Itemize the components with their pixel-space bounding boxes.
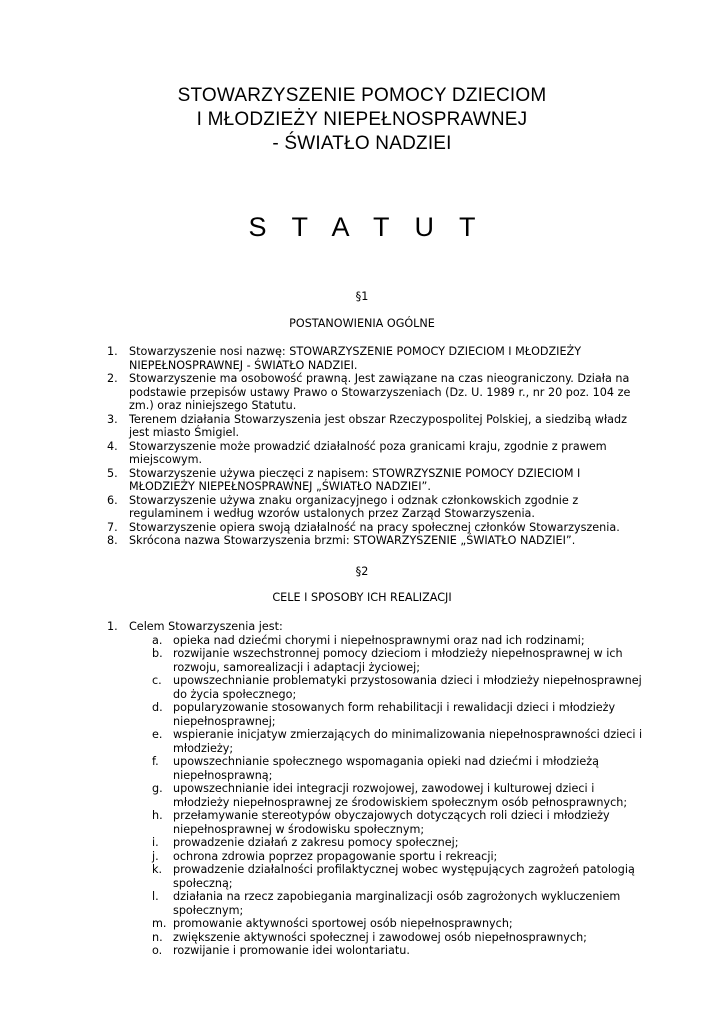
list-item [0, 345, 724, 372]
sub-list-item-text: społecznym; [173, 903, 244, 917]
list-item-text: Stowarzyszenie ma osobowość prawną. Jest zawiązane na czas nieograniczony. Działa na [129, 372, 630, 385]
list-item [0, 467, 724, 494]
list-item-text: miejscowym. [129, 453, 203, 466]
sub-list-item [0, 634, 724, 648]
sub-list-item-letter: f. [152, 755, 159, 768]
section-2-list [0, 620, 724, 958]
sub-list-item [0, 931, 724, 945]
sub-list-item-text: do życia społecznego; [173, 687, 297, 701]
sub-list-item-text: popularyzowanie stosowanych form rehabilitacji i rewalidacji dzieci i młodzieży [173, 701, 616, 714]
sub-list-item-letter: k. [152, 863, 163, 876]
sub-list-item [0, 782, 724, 809]
sub-list-item-letter: h. [152, 809, 163, 822]
list-item-text: regulaminem i według wzorów ustalonych przez Zarząd Stowarzyszenia. [129, 507, 535, 520]
sub-list-item-text: młodzieży niepełnosprawnej ze środowiskiem społecznym osób pełnosprawnych; [173, 795, 628, 809]
list-item-text: jest miasto Śmigiel. [129, 426, 240, 439]
section-1-list [0, 345, 724, 548]
sub-list-item-text: przełamywanie stereotypów obyczajowych dotyczących roli dzieci i młodzieży [173, 809, 610, 822]
sub-list-item-text: niepełnosprawną; [173, 768, 273, 782]
sub-list-item-text: rozwijanie wszechstronnej pomocy dzieciom i młodzieży niepełnosprawnej w ich [173, 647, 623, 660]
sub-list-item-letter: m. [152, 917, 167, 930]
list-item-text: Stowarzyszenie nosi nazwę: STOWARZYSZENIE POMOCY DZIECIOM I MŁODZIEŻY [129, 345, 582, 358]
list-item-number: 8. [107, 534, 118, 547]
sub-list-item-text: rozwijanie i promowanie idei wolontariatu. [173, 944, 410, 957]
sub-list-item-text: młodzieży; [173, 741, 234, 755]
list-item-number: 5. [107, 466, 118, 480]
sub-list-item [0, 890, 724, 917]
sub-list-item-text: niepełnosprawnej; [173, 714, 276, 728]
list-item-text: MŁODZIEŻY NIEPEŁNOSPRAWNEJ „ŚWIATŁO NADZIEI”. [129, 480, 431, 493]
sub-list-item [0, 863, 724, 890]
sub-list-item-text: działania na rzecz zapobiegania marginalizacji osób zagrożonych wykluczeniem [173, 890, 621, 903]
list-item [0, 534, 724, 548]
list-item-text: Terenem działania Stowarzyszenia jest obszar Rzeczypospolitej Polskiej, a siedzibą władz [129, 412, 627, 426]
sub-list-item-letter: o. [152, 944, 163, 957]
section-2-number: §2 [355, 565, 369, 578]
list-item-text: Stowarzyszenie używa znaku organizacyjnego i odznak członkowskich zgodnie z [129, 493, 579, 507]
sub-list-item-letter: a. [152, 633, 163, 647]
sub-list-item [0, 917, 724, 931]
list-item-text: Celem Stowarzyszenia jest: [129, 620, 283, 633]
sub-list-item [0, 647, 724, 674]
list-item-number: 1. [107, 620, 118, 633]
list-item-text: Skrócona nazwa Stowarzyszenia brzmi: STOWARZYSZENIE „ŚWIATŁO NADZIEI”. [129, 534, 576, 547]
sub-list-item-text: rozwoju, samorealizacji i adaptacji życiowej; [173, 660, 421, 674]
sub-list-item [0, 701, 724, 728]
section-1-heading: POSTANOWIENIA OGÓLNE [289, 317, 435, 330]
sub-list-item-text: zwiększenie aktywności społecznej i zawodowej osób niepełnosprawnych; [173, 930, 587, 944]
sub-list-item-text: upowszechnianie problematyki przystosowania dzieci i młodzieży niepełnosprawnej [173, 674, 642, 687]
section-2-heading: CELE I SPOSOBY ICH REALIZACJI [272, 591, 452, 604]
sub-list-item-letter: c. [152, 674, 162, 687]
sub-list-item-text: prowadzenie działalności profilaktycznej wobec występujących zagrożeń patologią [173, 863, 635, 876]
sub-list-item [0, 755, 724, 782]
list-item [0, 521, 724, 535]
section-1-number: §1 [355, 290, 369, 303]
sub-list-item-text: ochrona zdrowia poprzez propagowanie sportu i rekreacji; [173, 849, 498, 863]
sub-list-item-letter: j. [152, 849, 159, 863]
organization-name-line-2: I MŁODZIEŻY NIEPEŁNOSPRAWNEJ [196, 109, 528, 130]
sub-list-item-text: prowadzenie działań z zakresu pomocy społecznej; [173, 836, 459, 849]
list-item-text: podstawie przepisów ustawy Prawo o Stowarzyszeniach (Dz. U. 1989 r., nr 20 poz. 104 ze [129, 385, 631, 399]
sub-list-item-text: upowszechnianie idei integracji rozwojowej, zawodowej i kulturowej dzieci i [173, 782, 595, 795]
sub-list-item-letter: b. [152, 647, 163, 660]
list-item-number: 1. [107, 345, 118, 358]
sub-list-item-letter: l. [152, 890, 159, 903]
list-item-text: Stowarzyszenie używa pieczęci z napisem: STOWRZYSZNIE POMOCY DZIECIOM I [129, 466, 581, 480]
list-item-text: Stowarzyszenie opiera swoją działalność na pracy społecznej członków Stowarzyszenia. [129, 520, 620, 534]
list-item [0, 413, 724, 440]
sub-list-item-text: niepełnosprawnej w środowisku społecznym; [173, 822, 425, 836]
document-title: S T A T U T [248, 212, 485, 242]
list-item [0, 372, 724, 413]
sub-list-item [0, 809, 724, 836]
sub-list-item-text: upowszechnianie społecznego wspomagania opieki nad dziećmi i młodzieżą [173, 755, 599, 768]
sub-list-item-letter: g. [152, 782, 163, 795]
organization-name-line-1: STOWARZYSZENIE POMOCY DZIECIOM [177, 85, 547, 106]
sub-list-item [0, 850, 724, 864]
list-item [0, 440, 724, 467]
list-item-number: 3. [107, 412, 118, 426]
sub-list-item-letter: d. [152, 701, 163, 714]
sub-list-item [0, 944, 724, 958]
list-item [0, 620, 724, 634]
sub-list-item-letter: n. [152, 930, 163, 944]
list-item [0, 494, 724, 521]
list-item-text: Stowarzyszenie może prowadzić działalność poza granicami kraju, zgodnie z prawem [129, 439, 607, 453]
list-item-text: zm.) oraz niniejszego Statutu. [129, 399, 297, 412]
sub-list-item-text: opieka nad dziećmi chorymi i niepełnosprawnymi oraz nad ich rodzinami; [173, 633, 585, 647]
list-item-number: 6. [107, 493, 118, 507]
sub-list-item-letter: e. [152, 728, 163, 741]
list-item-number: 7. [107, 520, 118, 534]
sub-list-item [0, 674, 724, 701]
sub-list-item-text: promowanie aktywności sportowej osób niepełnosprawnych; [173, 917, 513, 930]
sub-list-item [0, 728, 724, 755]
sub-list-item-text: społeczną; [173, 876, 233, 890]
organization-name [0, 84, 724, 156]
organization-name-line-3: - ŚWIATŁO NADZIEI [272, 133, 452, 154]
sub-list-item [0, 836, 724, 850]
sub-list-item-letter: i. [152, 836, 159, 849]
sub-list-item-text: wspieranie inicjatyw zmierzających do minimalizowania niepełnosprawności dzieci i [173, 728, 643, 741]
list-item-text: NIEPEŁNOSPRAWNEJ - ŚWIATŁO NADZIEI. [129, 358, 358, 372]
list-item-number: 4. [107, 439, 118, 453]
list-item-number: 2. [107, 372, 118, 385]
